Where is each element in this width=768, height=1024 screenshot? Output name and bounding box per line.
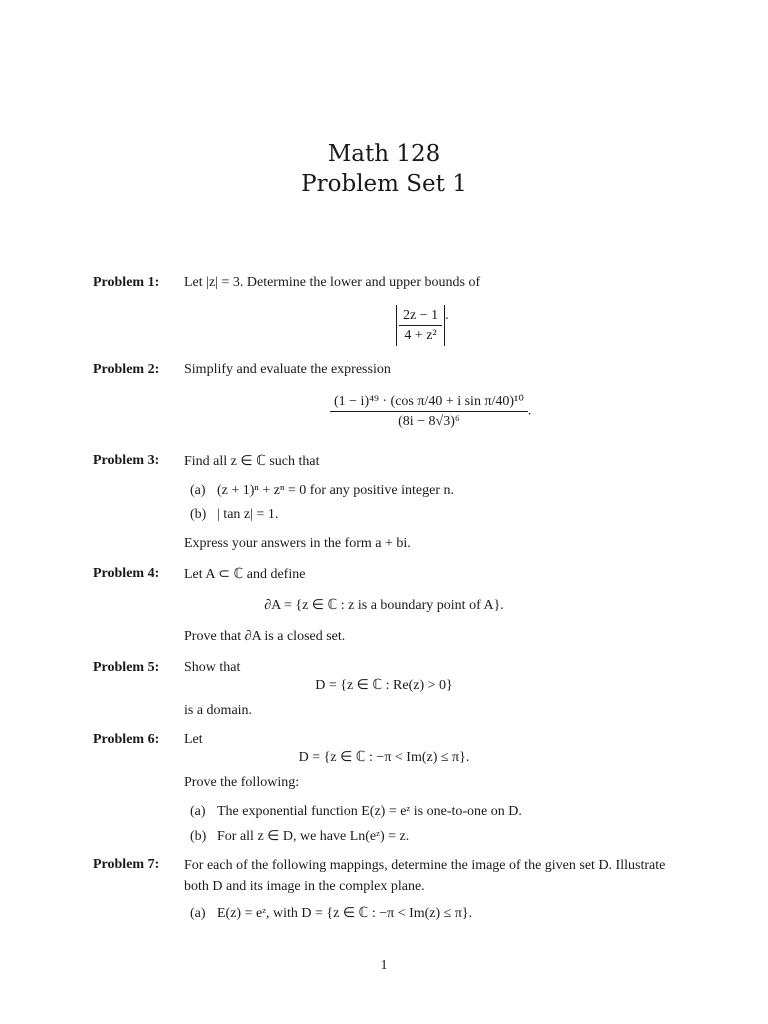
problem-6-after: Prove the following: xyxy=(184,775,300,790)
problem-5-text: Show that xyxy=(184,660,241,675)
problem-1-label: Problem 1: xyxy=(93,275,160,290)
list-item xyxy=(190,828,409,845)
problem-1-equation xyxy=(396,305,449,346)
problem-2-text: Simplify and evaluate the expression xyxy=(184,362,391,377)
problem-6-display: D = {z ∈ ℂ : −π < Im(z) ≤ π}. xyxy=(298,750,470,765)
problem-3-after: Express your answers in the form a + bi. xyxy=(184,536,411,551)
equation-trail: . xyxy=(527,403,532,419)
item-text: E(z) = eᶻ, with D = {z ∈ ℂ : −π < Im(z) ≤ π}. xyxy=(217,906,473,921)
problem-5-display: D = {z ∈ ℂ : Re(z) > 0} xyxy=(315,678,453,693)
equation-trail: . xyxy=(445,308,449,323)
list-item xyxy=(190,804,522,820)
item-text: For all z ∈ D, we have Ln(eᶻ) = z. xyxy=(217,829,410,844)
page-number: 1 xyxy=(380,958,388,973)
problem-6-text: Let xyxy=(184,732,203,747)
list-item xyxy=(190,483,454,499)
problem-2-equation xyxy=(330,393,531,430)
problem-3-label: Problem 3: xyxy=(93,453,160,468)
problem-7-text: For each of the following mappings, determine the image of the given set D. Illustrate both D and its image in the complex plane. xyxy=(184,858,666,894)
list-item xyxy=(190,507,278,523)
problem-2-label: Problem 2: xyxy=(93,362,160,377)
fraction xyxy=(330,393,528,430)
item-marker: (b) xyxy=(190,507,207,522)
problem-3-text: Find all z ∈ ℂ such that xyxy=(184,454,320,469)
absolute-value xyxy=(396,305,445,346)
problem-4-text: Let A ⊂ ℂ and define xyxy=(184,567,306,582)
list-item xyxy=(190,905,472,922)
document-title: Math 128 xyxy=(327,141,441,167)
problem-5-after: is a domain. xyxy=(184,703,253,718)
item-marker: (a) xyxy=(190,804,206,819)
item-text: | tan z| = 1. xyxy=(217,507,279,522)
problem-1-text: Let |z| = 3. Determine the lower and upper bounds of xyxy=(184,275,481,290)
problem-7-label: Problem 7: xyxy=(93,857,160,872)
fraction-numerator: 2z − 1 xyxy=(399,307,442,326)
problem-4-label: Problem 4: xyxy=(93,566,160,581)
problem-4-after: Prove that ∂A is a closed set. xyxy=(184,629,346,644)
item-marker: (b) xyxy=(190,829,207,844)
problem-6-label: Problem 6: xyxy=(93,732,160,747)
fraction xyxy=(399,307,442,344)
item-text: (z + 1)ⁿ + zⁿ = 0 for any positive integer n. xyxy=(217,483,454,498)
fraction-numerator: (1 − i)⁴⁹ · (cos π/40 + i sin π/40)¹⁰ xyxy=(330,393,528,412)
fraction-denominator: 4 + z² xyxy=(404,328,437,343)
item-marker: (a) xyxy=(190,483,206,498)
item-text: The exponential function E(z) = eᶻ is one-to-one on D. xyxy=(217,804,522,819)
item-marker: (a) xyxy=(190,906,206,921)
problem-4-display: ∂A = {z ∈ ℂ : z is a boundary point of A}. xyxy=(264,598,504,613)
problem-5-label: Problem 5: xyxy=(93,660,160,675)
document-subtitle: Problem Set 1 xyxy=(301,171,467,197)
fraction-denominator: (8i − 8√3)⁶ xyxy=(398,414,460,429)
